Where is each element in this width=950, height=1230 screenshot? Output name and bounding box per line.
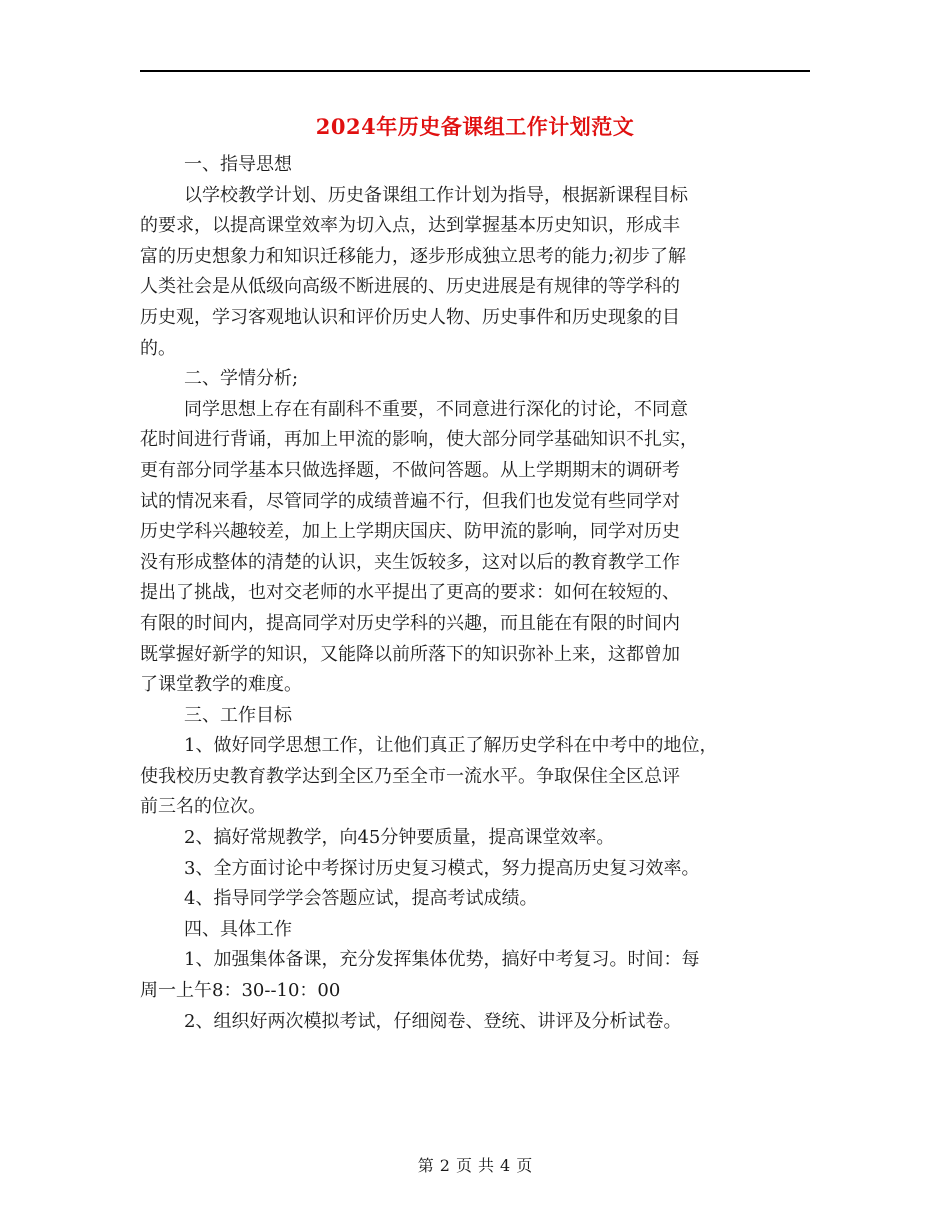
paragraph-line: 的要求，以提高课堂效率为切入点，达到掌握基本历史知识，形成丰 xyxy=(140,215,680,237)
paragraph-line: 试的情况来看，尽管同学的成绩普遍不行，但我们也发觉有些同学对 xyxy=(140,490,680,512)
paragraph-line: 3、全方面讨论中考探讨历史复习模式，努力提高历史复习效率。 xyxy=(184,857,700,879)
section-heading: 一、指导思想 xyxy=(184,154,292,175)
footer-total-word: 共 xyxy=(478,1156,495,1175)
paragraph-line: 以学校教学计划、历史备课组工作计划为指导，根据新课程目标 xyxy=(184,184,688,206)
page-footer xyxy=(140,1154,810,1178)
paragraph-line: 的。 xyxy=(140,337,176,359)
section-heading: 四、具体工作 xyxy=(184,918,292,940)
paragraph-line: 花时间进行背诵，再加上甲流的影响，使大部分同学基础知识不扎实， xyxy=(140,429,698,451)
paragraph-line: 了课堂教学的难度。 xyxy=(140,674,302,696)
header-rule xyxy=(140,70,810,72)
paragraph-line: 更有部分同学基本只做选择题，不做问答题。从上学期期末的调研考 xyxy=(140,459,680,481)
paragraph-line: 同学思想上存在有副科不重要，不同意进行深化的讨论，不同意 xyxy=(184,398,688,420)
paragraph-line: 使我校历史教育教学达到全区乃至全市一流水平。争取保住全区总评 xyxy=(140,765,680,787)
footer-suffix: 页 xyxy=(516,1156,533,1175)
footer-page-word: 页 xyxy=(455,1156,472,1175)
paragraph-line: 富的历史想象力和知识迁移能力，逐步形成独立思考的能力;初步了解 xyxy=(140,245,687,267)
section-heading: 三、工作目标 xyxy=(184,704,292,726)
page-number: 2 xyxy=(439,1156,450,1175)
paragraph-line: 没有形成整体的清楚的认识，夹生饭较多，这对以后的教育教学工作 xyxy=(140,551,680,573)
document-title: 2024年历史备课组工作计划范文 xyxy=(315,114,635,139)
footer-prefix: 第 xyxy=(417,1156,434,1175)
document-body xyxy=(140,150,810,1037)
paragraph-line: 1、做好同学思想工作，让他们真正了解历史学科在中考中的地位， xyxy=(184,735,718,757)
paragraph-line: 4、指导同学学会答题应试，提高考试成绩。 xyxy=(184,888,538,910)
paragraph-line: 1、加强集体备课，充分发挥集体优势，搞好中考复习。时间：每 xyxy=(184,949,700,971)
total-pages: 4 xyxy=(500,1156,511,1175)
section-heading: 二、学情分析; xyxy=(184,368,299,390)
paragraph-line: 历史观，学习客观地认识和评价历史人物、历史事件和历史现象的目 xyxy=(140,306,680,328)
paragraph-line: 人类社会是从低级向高级不断进展的、历史进展是有规律的等学科的 xyxy=(140,276,680,298)
paragraph-line: 2、搞好常规教学，向45分钟要质量，提高课堂效率。 xyxy=(184,827,615,849)
paragraph-line: 提出了挑战，也对交老师的水平提出了更高的要求：如何在较短的、 xyxy=(140,582,680,604)
paragraph-line: 历史学科兴趣较差，加上上学期庆国庆、防甲流的影响，同学对历史 xyxy=(140,521,680,543)
paragraph-line: 周一上午8：30--10：00 xyxy=(140,980,341,1002)
paragraph-line: 有限的时间内，提高同学对历史学科的兴趣，而且能在有限的时间内 xyxy=(140,612,680,634)
paragraph-line: 前三名的位次。 xyxy=(140,796,266,818)
paragraph-line: 既掌握好新学的知识，又能降以前所落下的知识弥补上来，这都曾加 xyxy=(140,643,680,665)
paragraph-line: 2、组织好两次模拟考试，仔细阅卷、登统、讲评及分析试卷。 xyxy=(184,1010,682,1032)
